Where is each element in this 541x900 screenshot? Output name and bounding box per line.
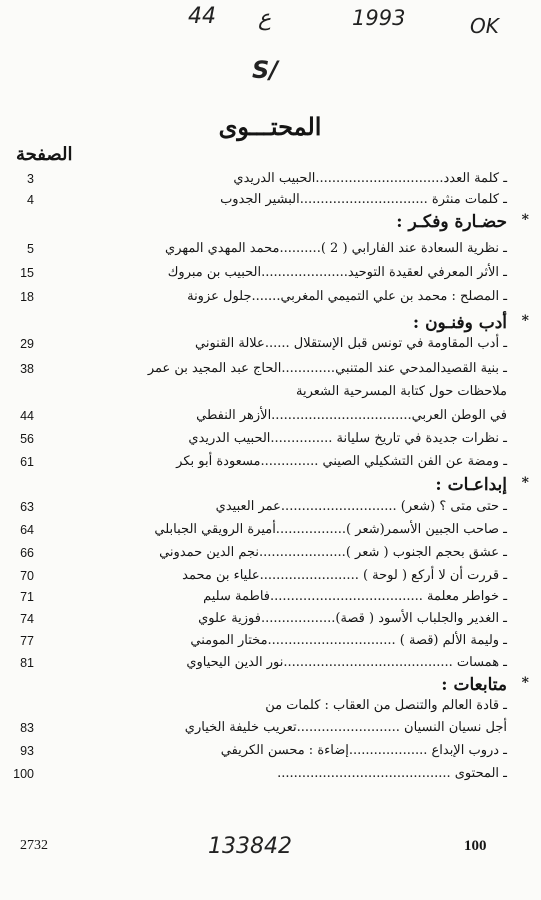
handwritten-letter-top: ع [258,6,272,31]
toc-entry-text: ـ كلمات منثرة ...............................البشير الجدوب [220,192,507,207]
section-header-hadara: حضـارة وفكـر : [396,212,507,232]
toc-entry [0,407,541,427]
footer-page-number: 100 [464,838,487,854]
toc-page-number: 81 [20,656,34,670]
toc-page-number: 18 [20,290,34,304]
toc-entry-text: ـ ومضة عن الفن التشكيلي الصيني ..............مسعودة أبو بكر [176,454,507,469]
toc-entry-text: ـ قادة العالم والتنصل من العقاب : كلمات من [265,698,507,713]
toc-entry-text: ـ الغدير والجلباب الأسود ( قصة)..................فوزية علوي [198,611,507,626]
toc-entry-text: ـ بنية القصيدالمدحي عند المتنبي.............الحاج عبد المجيد بن عمر [147,361,507,376]
toc-page-number: 15 [20,266,34,280]
toc-entry [0,170,541,190]
toc-entry-text: ـ أدب المقاومة في تونس قبل الإستقلال ......علالة القنوني [195,336,507,351]
toc-page-number: 100 [13,767,34,781]
toc-entry [0,288,541,308]
toc-page-number: 3 [27,172,34,186]
toc-entry [0,697,541,717]
toc-entry-text: ـ خواطر معلمة .....................................فاطمة سليم [203,589,507,604]
toc-page-number: 44 [20,409,34,423]
toc-page-number: 61 [20,455,34,469]
toc-page-number: 38 [20,362,34,376]
handwritten-mark: S/ [252,56,279,84]
toc-entry-text: ملاحظات حول كتابة المسرحية الشعرية [296,384,507,399]
toc-entry [0,588,541,608]
section-header-adab: أدب وفنـون : [412,313,507,333]
handwritten-ok: OK [470,14,499,38]
toc-entry-text: ـ الأثر المعرفي لعقيدة التوحيد.....................الحبيب بن مبروك [167,265,507,280]
toc-entry-text: في الوطن العربي..................................الأزهر النفطي [196,408,507,423]
toc-page-number: 77 [20,634,34,648]
toc-page-number: 93 [20,744,34,758]
toc-entry-text: ـ نظرات جديدة في تاريخ سليانة ...............الحبيب الدريدي [188,431,507,446]
toc-entry [0,360,541,380]
toc-entry [0,430,541,450]
section-header-ibdaat: إبداعـات : [435,475,507,495]
toc-entry [0,719,541,739]
toc-entry [0,765,541,785]
toc-page-number: 74 [20,612,34,626]
toc-entry-text: ـ المحتوى .......................................... [277,766,507,781]
section-header-mutabaat: متابعات : [441,675,507,695]
toc-entry [0,742,541,762]
toc-entry-text: ـ المصلح : محمد بن علي التميمي المغربي.......جلول عزونة [187,289,507,304]
section-star-icon: * [521,212,529,228]
toc-entry [0,610,541,630]
handwritten-year: 1993 [352,6,406,30]
footer-code: 2732 [20,838,48,853]
toc-entry [0,453,541,473]
toc-page-number: 70 [20,569,34,583]
toc-page-number: 71 [20,590,34,604]
toc-entry [0,335,541,355]
toc-page-number: 63 [20,500,34,514]
toc-entry-text: ـ همسات .........................................نور الدين اليحياوي [186,655,507,670]
toc-entry-text: ـ وليمة الألم (قصة ) ...............................مختار المومني [190,633,507,648]
toc-entry-text: ـ حتى متى ؟ (شعر) ............................عمر العبيدي [215,499,507,514]
toc-entry [0,264,541,284]
toc-entry-text: ـ قررت أن لا أركع ( لوحة ) ........................علياء بن محمد [182,568,507,583]
toc-page-number: 29 [20,337,34,351]
page-column-label: الصفحة [16,144,73,165]
handwritten-inventory-number: 133842 [208,834,292,859]
toc-entry [0,654,541,674]
toc-entry [0,191,541,211]
toc-page-number: 4 [27,193,34,207]
toc-page-number: 5 [27,242,34,256]
toc-entry [0,383,541,403]
page-title: المحتـــوى [218,112,322,141]
toc-entry-text: ـ عشق بحجم الجنوب ( شعر ).....................نجم الدين حمدوني [159,545,507,560]
section-star-icon: * [521,675,529,691]
toc-entry [0,544,541,564]
toc-entry [0,498,541,518]
toc-entry-text: أجل نسيان النسيان .........................تعريب خليفة الخياري [184,720,507,735]
toc-page-number: 66 [20,546,34,560]
toc-entry [0,567,541,587]
toc-page-number: 64 [20,523,34,537]
toc-entry-text: ـ كلمة العدد...............................الحبيب الدريدي [233,171,507,186]
section-star-icon: * [521,475,529,491]
toc-entry-text: ـ دروب الإبداع ...................إضاءة : محسن الكريفي [220,743,507,758]
toc-entry [0,632,541,652]
toc-entry [0,240,541,260]
section-star-icon: * [521,313,529,329]
toc-page-number: 83 [20,721,34,735]
toc-entry-text: ـ نظرية السعادة عند الفارابي ( 2 )..........محمد المهدي المهري [165,241,507,256]
toc-entry-text: ـ صاحب الجبين الأسمر(شعر ).................أميرة الرويقي الجبابلي [154,522,507,537]
toc-entry [0,521,541,541]
toc-page-number: 56 [20,432,34,446]
handwritten-number-top: 44 [188,4,216,29]
